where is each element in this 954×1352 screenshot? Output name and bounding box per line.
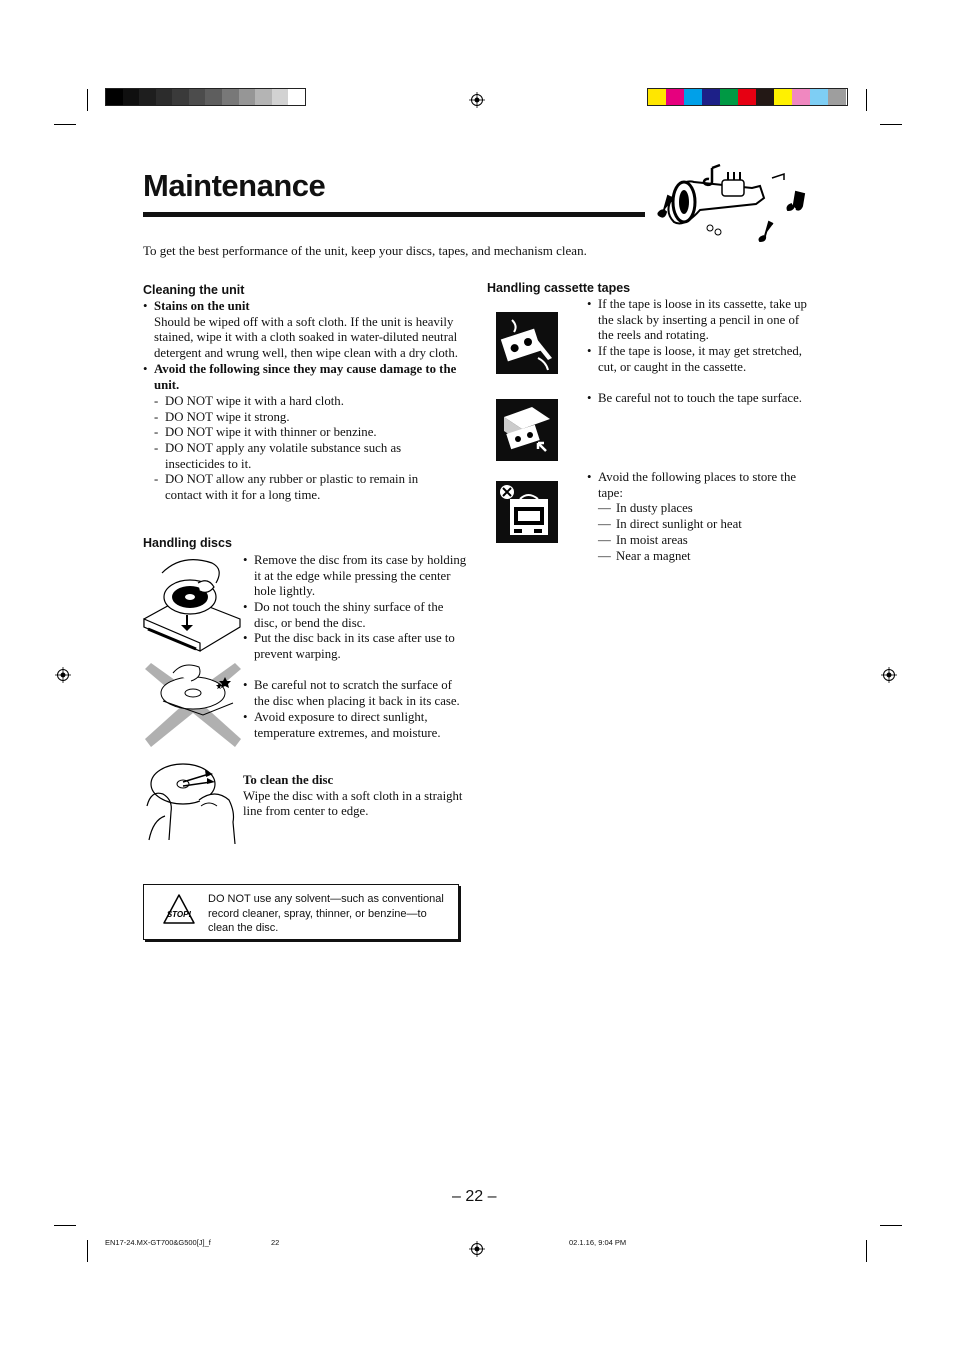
color-swatch bbox=[189, 89, 206, 105]
crop-mark bbox=[87, 89, 88, 111]
discs-heading: Handling discs bbox=[143, 536, 232, 550]
color-swatch bbox=[222, 89, 239, 105]
clean-disc-body: Wipe the disc with a soft cloth in a straight line from center to edge. bbox=[243, 788, 463, 819]
list-item: - DO NOT apply any volatile substance such as insecticides to it. bbox=[154, 441, 402, 471]
color-swatch bbox=[205, 89, 222, 105]
list-item: — Near a magnet bbox=[598, 549, 691, 563]
color-swatch bbox=[239, 89, 256, 105]
color-swatch bbox=[288, 89, 305, 105]
list-item: - DO NOT wipe it with a hard cloth. bbox=[154, 394, 344, 408]
list-item: - DO NOT allow any rubber or plastic to remain in contact with it for a long time. bbox=[154, 472, 419, 502]
registration-mark-icon bbox=[881, 667, 897, 683]
color-swatch bbox=[156, 89, 173, 105]
crop-mark bbox=[54, 1225, 76, 1226]
avoid-title: Avoid the following since they may cause damage to the unit. bbox=[154, 362, 457, 392]
crop-mark bbox=[54, 124, 76, 125]
registration-mark-icon bbox=[55, 667, 71, 683]
color-swatch bbox=[738, 89, 756, 105]
crop-mark bbox=[866, 89, 867, 111]
tape-bullet: • Avoid the following places to store the tape: bbox=[587, 470, 797, 500]
registration-mark-icon bbox=[469, 92, 485, 108]
tapes-heading: Handling cassette tapes bbox=[487, 281, 631, 295]
disc-handling-prohibited-illustration bbox=[143, 655, 243, 753]
tape-storage-illustration bbox=[496, 481, 558, 543]
stains-body: Should be wiped off with a soft cloth. If the unit is heavily stained, wipe it with a cloth soaked in water-diluted neutral detergent and wrung well, then wipe clean with a dry cloth. bbox=[154, 314, 458, 361]
clean-disc-title: To clean the disc bbox=[243, 773, 334, 787]
solvent-warning-text: DO NOT use any solvent—such as conventional record cleaner, spray, thinner, or benzine—to clean the disc. bbox=[208, 893, 444, 934]
color-swatch bbox=[702, 89, 720, 105]
color-swatch bbox=[756, 89, 774, 105]
color-swatch bbox=[106, 89, 123, 105]
intro-paragraph: To get the best performance of the unit, keep your discs, tapes, and mechanism clean. bbox=[143, 243, 587, 258]
crop-mark bbox=[880, 124, 902, 125]
disc-cleaning-illustration bbox=[143, 760, 243, 846]
disc-bullet: • Remove the disc from its case by holding it at the edge while pressing the center hole lightly. bbox=[243, 553, 467, 599]
grayscale-color-bar bbox=[105, 88, 306, 106]
color-swatch bbox=[684, 89, 702, 105]
stains-bullet: • Stains on the unit Should be wiped off with a soft cloth. If the unit is heavily stained, wipe it with a cloth soaked in water-diluted neutral detergent and wrung well, then wipe clean with a dry cloth. bbox=[143, 299, 458, 361]
disc-bullet: • Do not touch the shiny surface of the disc, or bend the disc. bbox=[243, 600, 444, 630]
list-item: — In direct sunlight or heat bbox=[598, 517, 742, 531]
trumpet-music-notes-illustration bbox=[652, 158, 812, 244]
page-number: – 22 – bbox=[452, 1188, 497, 1205]
color-swatch bbox=[828, 89, 846, 105]
footer-date: 02.1.16, 9:04 PM bbox=[569, 1238, 627, 1247]
footer-filename: EN17-24.MX-GT700&G500[J]_f bbox=[105, 1238, 211, 1247]
solvent-warning-box bbox=[143, 884, 459, 940]
avoid-bullet: • Avoid the following since they may cause damage to the unit. bbox=[143, 362, 457, 392]
list-item: — In dusty places bbox=[598, 501, 693, 515]
tape-bullet: • If the tape is loose, it may get stretched, cut, or caught in the cassette. bbox=[587, 344, 802, 374]
footer-page: 22 bbox=[271, 1238, 280, 1247]
color-swatch bbox=[648, 89, 666, 105]
list-item: - DO NOT wipe it with thinner or benzine. bbox=[154, 425, 377, 439]
crop-mark bbox=[880, 1225, 902, 1226]
crop-mark bbox=[866, 1240, 867, 1262]
color-swatch bbox=[810, 89, 828, 105]
registration-mark-icon bbox=[469, 1241, 485, 1257]
disc-bullet: • Put the disc back in its case after use to prevent warping. bbox=[243, 631, 455, 661]
color-swatch bbox=[172, 89, 189, 105]
stop-sign-label: STOP! bbox=[166, 910, 192, 919]
clean-disc-block bbox=[243, 773, 473, 820]
disc-bullet: • Be careful not to scratch the surface of the disc when placing it back in its case. bbox=[243, 678, 460, 708]
color-swatch bbox=[774, 89, 792, 105]
stains-title: Stains on the unit bbox=[154, 299, 250, 313]
title-rule bbox=[143, 212, 645, 217]
tape-bullet: • If the tape is loose in its cassette, take up the slack by inserting a pencil in one of the reels and rotating. bbox=[587, 297, 807, 343]
list-item: — In moist areas bbox=[598, 533, 688, 547]
cleaning-heading: Cleaning the unit bbox=[143, 283, 245, 297]
list-item: - DO NOT wipe it strong. bbox=[154, 410, 290, 424]
color-swatch bbox=[792, 89, 810, 105]
process-color-bar bbox=[647, 88, 848, 106]
disc-bullet: • Avoid exposure to direct sunlight, temperature extremes, and moisture. bbox=[243, 710, 441, 740]
color-swatch bbox=[666, 89, 684, 105]
tape-pencil-illustration bbox=[496, 312, 558, 374]
disc-removal-illustration bbox=[142, 553, 242, 653]
color-swatch bbox=[272, 89, 289, 105]
tape-touch-illustration bbox=[496, 399, 558, 461]
stop-warning-icon bbox=[162, 893, 196, 927]
crop-mark bbox=[87, 1240, 88, 1262]
page-title: Maintenance bbox=[143, 168, 326, 203]
tape-bullet: • Be careful not to touch the tape surface. bbox=[587, 391, 802, 405]
color-swatch bbox=[139, 89, 156, 105]
color-swatch bbox=[123, 89, 140, 105]
color-swatch bbox=[720, 89, 738, 105]
color-swatch bbox=[255, 89, 272, 105]
